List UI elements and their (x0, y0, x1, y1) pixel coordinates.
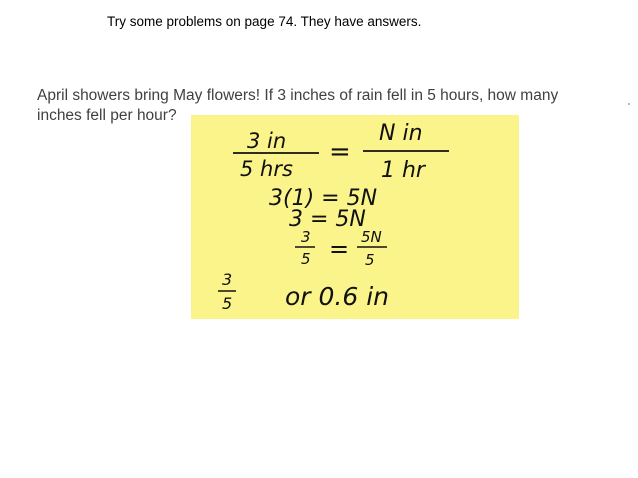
step-divide-right-denominator: 5 (365, 251, 375, 269)
step-divide-right-numerator: 5N (361, 228, 382, 246)
fraction1-denominator: 5 hrs (240, 157, 293, 181)
fraction1-numerator: 3 in (247, 129, 287, 153)
step-divide-left-denominator: 5 (301, 250, 311, 268)
fraction2-numerator: N in (379, 121, 423, 146)
answer-numerator: 3 (222, 270, 233, 289)
handwriting-canvas (191, 115, 519, 319)
page-note: Try some problems on page 74. They have answers. (107, 14, 422, 29)
equals-sign-4: = (329, 235, 350, 263)
problem-statement: April showers bring May flowers! If 3 inches of rain fell in 5 hours, how many inches fell per hour? (37, 87, 559, 124)
stray-mark (628, 103, 630, 105)
fraction2-denominator: 1 hr (381, 158, 425, 183)
step-simplified: 3 = 5N (289, 207, 366, 232)
answer-denominator: 5 (222, 294, 233, 313)
answer-decimal: or 0.6 in (285, 282, 390, 311)
equals-sign-1: = (329, 137, 351, 167)
handwritten-solution-note (191, 115, 519, 319)
step-divide-left-numerator: 3 (301, 228, 311, 246)
step-cross-multiply: 3(1) = 5N (269, 186, 378, 211)
